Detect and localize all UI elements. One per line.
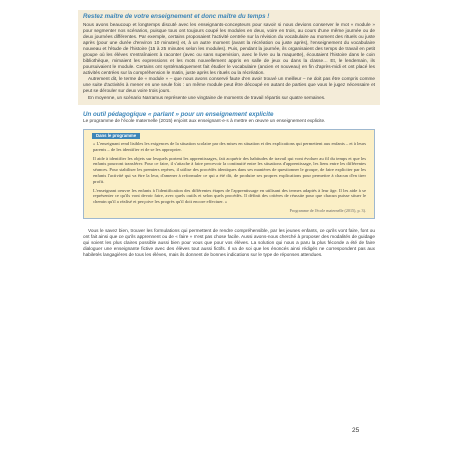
section-closing xyxy=(78,219,380,258)
paragraph: Nous avons beaucoup et longtemps discuté avec les enseignants-concepteurs pour savoir si nous devions conserver le mot « module » pour segmenter nos scénarios, puisque tous ont toujours coupé les modules en deux, voire en trois, au cours d'une même journée ou de deux journées différentes. Par exemple, certains proposaient l'activité centrée sur la révision du vocabulaire au moment des rituels ou juste après (pour une durée d'environ 10 minutes) et, à un autre moment (avant la récréation ou juste après), l'enseignement du vocabulaire nouveau et l'étude de l'histoire (15 à 25 minutes selon les modules). Puis, pendant la journée, ils organisaient des temps de travail en petit groupe où les élèves s'entraînaient à raconter (avec ou sans supervision, avec le livre ou la maquette), écoutaient l'histoire dans le coin bibliothèque, mimaient les expressions et les mots nouvellement appris en salle de jeux ou dans la classe… Et, le lendemain, ils poursuivaient le module. Certains ont systématiquement fait étudier le vocabulaire (ancien et nouveau) en fin d'après-midi et ont placé les activités centrées sur la compréhension le matin, juste après les rituels ou la récréation. xyxy=(83,21,375,75)
section-pedagogical-tool xyxy=(78,105,380,125)
program-quote-box xyxy=(83,129,375,219)
quote-paragraph: L'enseignant oeuvre les enfants à l'identification des différentes étapes de l'apprentissage en utilisant des termes adaptés à leur âge. Il les aide à se représenter ce qu'ils vont devoir faire, avec quels outils et selon quels procédés. Il définit des critères de réussite pour que chacun puisse situer le chemin qu'il a réalisé et perçoive les progrès qu'il doit encore effectuer. » xyxy=(93,187,366,205)
paragraph-emphasis: En moyenne, un scénario Narramus représente une vingtaine de moments de travail répartis sur quatre semaines. xyxy=(88,94,326,100)
section-time-management xyxy=(78,10,380,105)
section-title: Un outil pédagogique « parlant » pour un enseignement explicite xyxy=(83,110,274,118)
quote-box-tab: Dans le programme xyxy=(92,133,140,139)
section-title: Restez maître de votre enseignement et donc maître du temps ! xyxy=(83,13,270,20)
page-number: 25 xyxy=(352,427,360,434)
paragraph: Le programme de l'école maternelle (2015) enjoint aux enseignant·e·s à mettre en œuvre un enseignement explicite. xyxy=(83,118,326,123)
paragraph: Autrement dit, le terme de « module » – que nous avons conservé faute d'en avoir trouvé un meilleur – ne doit pas être compris comme une suite d'activités à mener en une seule fois : un même module peut être découpé en autant de parties que vous le jugez nécessaire et peut se dérouler sur deux voire trois jours. xyxy=(83,76,375,93)
quote-source: Programme de l'école maternelle (2015), p. 3). xyxy=(289,207,366,213)
document-page xyxy=(78,10,380,258)
quote-paragraph: « L'enseignant rend lisibles les exigences de la situation scolaire par des mises en situation et des explications qui permettent aux enfants – et à leurs parents – de les identifier et de se les approprier. xyxy=(93,141,366,152)
paragraph: Vous le savez bien, trouver les formulations qui permettent de rendre compréhensible, par les jeunes enfants, ce qu'ils vont faire, font ou ont fait ainsi que ce qu'ils apprennent ou de « faire » n'est pas chose facile. Aussi avons-nous cherché à proposer des modalités de guidage qui soient les plus claires possible aussi bien pour vous que pour vos élèves. La solution qui nous a paru la plus féconde a été de faire dialoguer une enseignante fictive avec des élèves tout aussi fictifs. Il va de soi que les énoncés ainsi rédigés ne correspondent pas aux habiletés langagières de tous les élèves, mais ils donnent de bonnes indications sur le type de réponses attendues. xyxy=(83,227,375,257)
quote-paragraph: Il aide à identifier les objets sur lesquels portent les apprentissages, fait acquérir des habitudes de travail qui vont évoluer au fil du temps et que les enfants pourront transférer. Pour ce faire, il s'attache à faire percevoir la continuité entre les situations d'apprentissage, les liens entre les différentes séances. Pour stabiliser les premiers repères, il utilise des procédés identiques dans ses manières de questionner le groupe, de faire expliciter par les enfants l'activité qui va être la leur, d'amener à reformuler ce qui a été dit, de produire ses propres explications pour permettre à chacun d'en tirer profit. xyxy=(93,155,366,184)
